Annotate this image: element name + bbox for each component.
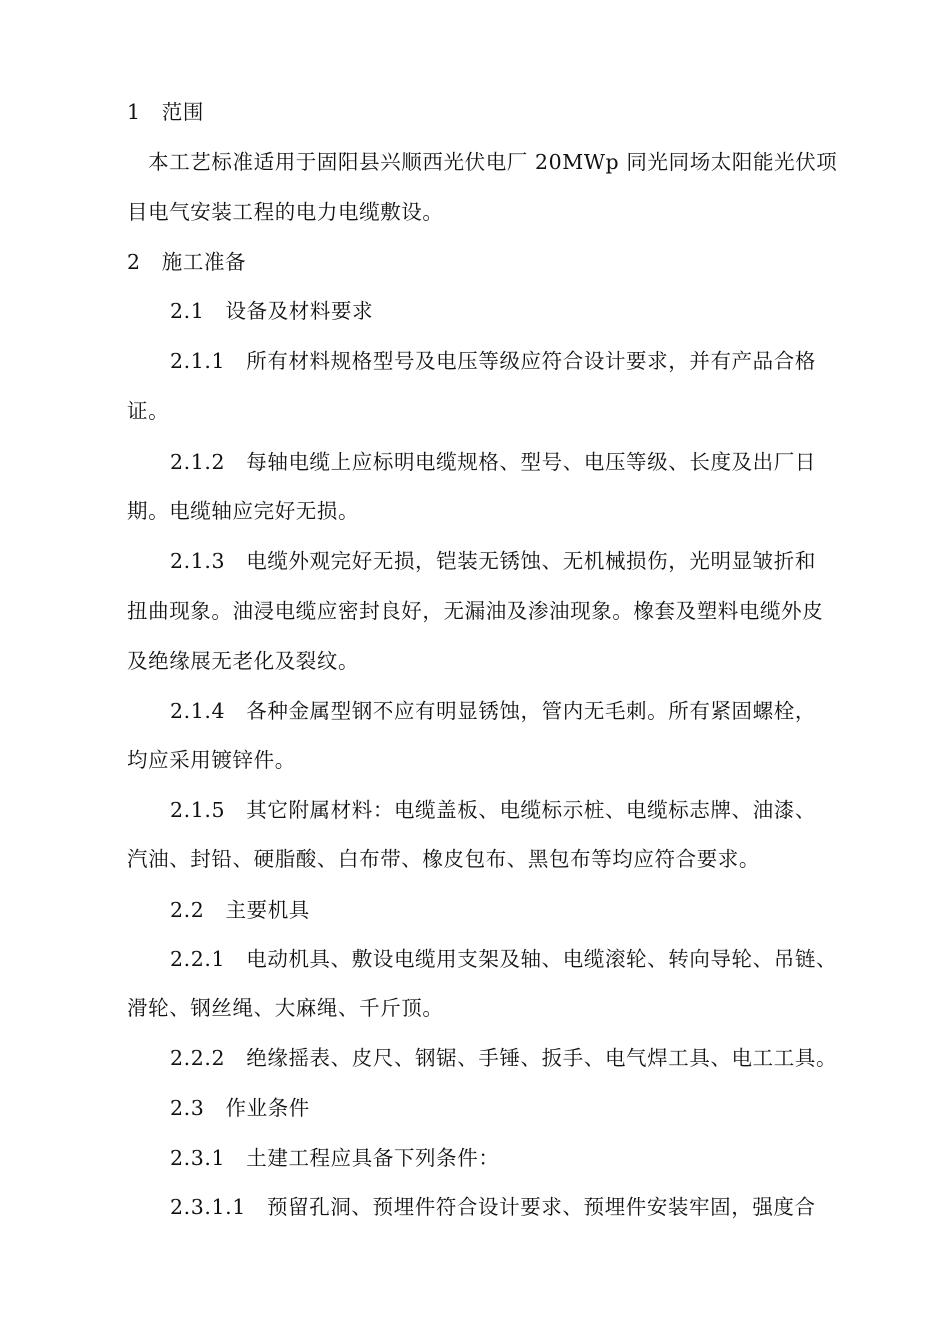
paragraph-line: 2.2.1 电动机具、敷设电缆用支架及轴、电缆滚轮、转向导轮、吊链、	[170, 947, 838, 971]
paragraph-line: 2.1.1 所有材料规格型号及电压等级应符合设计要求，并有产品合格	[170, 349, 816, 373]
paragraph-line: 目电气安装工程的电力电缆敷设。	[127, 200, 444, 224]
paragraph-line: 2.2.2 绝缘摇表、皮尺、钢锯、手锤、扳手、电气焊工具、电工工具。	[170, 1046, 838, 1070]
section-heading-2: 2 施工准备	[127, 250, 247, 274]
paragraph-line: 汽油、封铅、硬脂酸、白布带、橡皮包布、黑包布等均应符合要求。	[127, 847, 760, 871]
paragraph-line: 2.3.1.1 预留孔洞、预埋件符合设计要求、预埋件安装牢固，强度合	[170, 1195, 816, 1219]
paragraph-line: 及绝缘展无老化及裂纹。	[127, 649, 360, 673]
paragraph-line: 扭曲现象。油浸电缆应密封良好，无漏油及渗油现象。橡套及塑料电缆外皮	[127, 599, 824, 623]
paragraph-line: 2.1.5 其它附属材料：电缆盖板、电缆标示桩、电缆标志牌、油漆、	[170, 798, 816, 822]
paragraph-line: 滑轮、钢丝绳、大麻绳、千斤顶。	[127, 996, 444, 1020]
paragraph-line: 2.1.2 每轴电缆上应标明电缆规格、型号、电压等级、长度及出厂日	[170, 450, 816, 474]
section-heading-1: 1 范围	[127, 100, 204, 124]
paragraph-line: 证。	[127, 399, 170, 423]
paragraph-line: 2.3.1 土建工程应具备下列条件：	[170, 1146, 500, 1170]
paragraph-line: 期。电缆轴应完好无损。	[127, 499, 360, 523]
paragraph-line: 本工艺标准适用于固阳县兴顺西光伏电厂 20MWp 同光同场太阳能光伏项	[127, 150, 838, 174]
subsection-heading: 2.2 主要机具	[170, 898, 310, 922]
subsection-heading: 2.3 作业条件	[170, 1096, 310, 1120]
paragraph-line: 2.1.3 电缆外观完好无损，铠装无锈蚀、无机械损伤，光明显皱折和	[170, 549, 816, 573]
paragraph-line: 2.1.4 各种金属型钢不应有明显锈蚀，管内无毛刺。所有紧固螺栓，	[170, 699, 816, 723]
paragraph-line: 均应采用镀锌件。	[127, 748, 296, 772]
subsection-heading: 2.1 设备及材料要求	[170, 299, 374, 323]
